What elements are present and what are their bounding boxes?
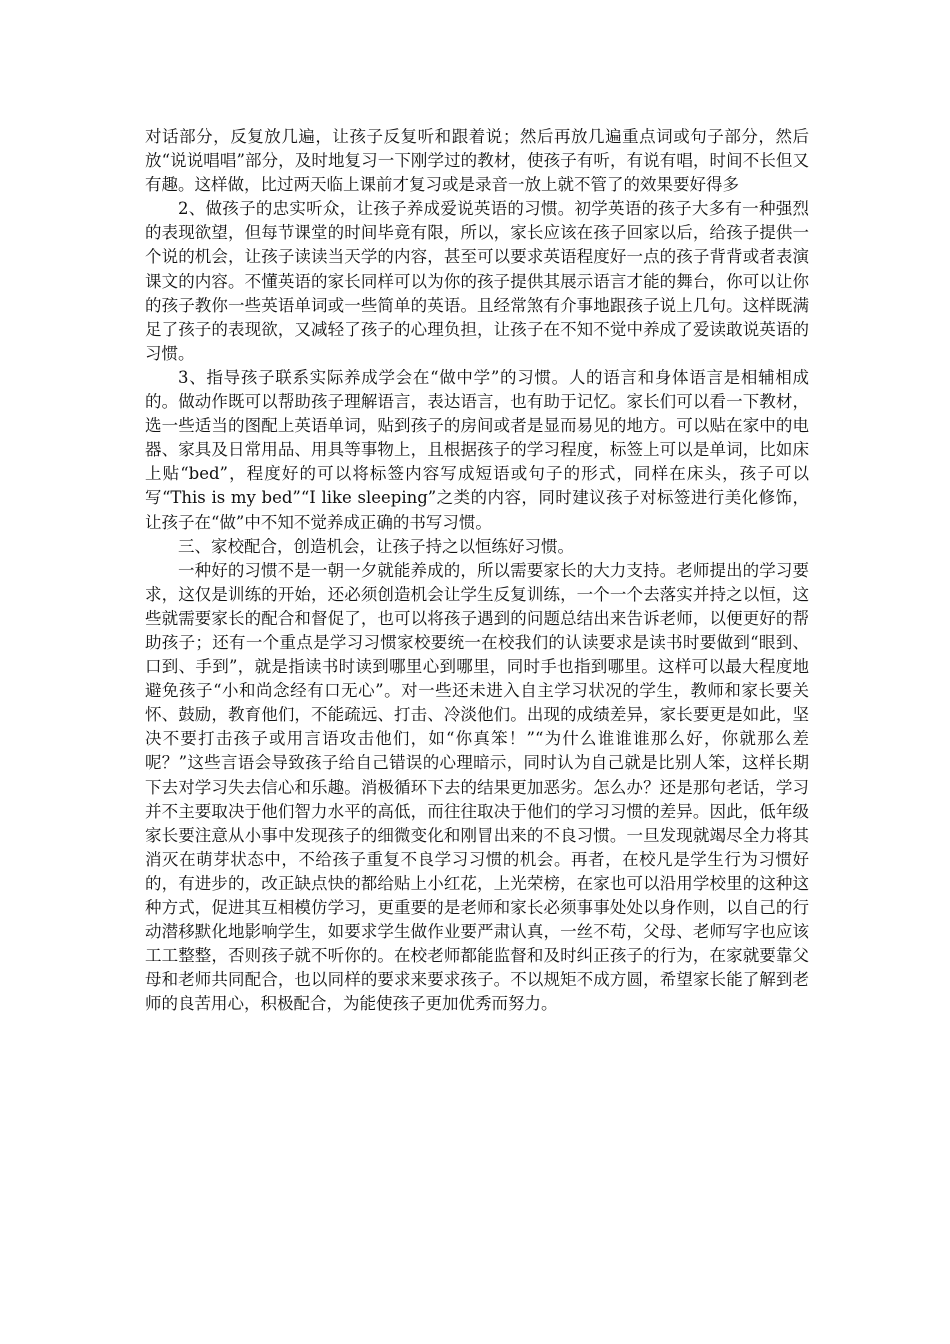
section-heading-3: 三、家校配合，创造机会，让孩子持之以恒练好习惯。 [178, 536, 574, 556]
paragraph-continuation: 对话部分，反复放几遍，让孩子反复听和跟着说；然后再放几遍重点词或句子部分，然后放“说说唱唱”部分，及时地复习一下刚学过的教材，使孩子有听，有说有唱，时间不长但又有趣。这样做，比过两天临上课前才复习或是录音一放上就不管了的效果要好得多 [145, 127, 809, 195]
document-body [145, 125, 809, 1016]
paragraph-point-3: 3、指导孩子联系实际养成学会在“做中学”的习惯。人的语言和身体语言是相辅相成的。做动作既可以帮助孩子理解语言，表达语言，也有助于记忆。家长们可以看一下教材，选一些适当的图配上英语单词，贴到孩子的房间或者是显而易见的地方。可以贴在家中的电器、家具及日常用品、用具等事物上，且根据孩子的学习程度，标签上可以是单词，比如床上贴“bed”，程度好的可以将标签内容写成短语或句子的形式，同样在床头，孩子可以写“This is my bed”“I like sleeping”之类的内容，同时建议孩子对标签进行美化修饰，让孩子在“做”中不知不觉养成正确的书写习惯。 [145, 367, 809, 532]
paragraph-point-2: 2、做孩子的忠实听众，让孩子养成爱说英语的习惯。初学英语的孩子大多有一种强烈的表现欲望，但每节课堂的时间毕竟有限，所以，家长应该在孩子回家以后，给孩子提供一个说的机会，让孩子读读当天学的内容，甚至可以要求英语程度好一点的孩子背背或者表演课文的内容。不懂英语的家长同样可以为你的孩子提供其展示语言才能的舞台，你可以让你的孩子教你一些英语单词或一些简单的英语。且经常煞有介事地跟孩子说上几句。这样既满足了孩子的表现欲，又减轻了孩子的心理负担，让孩子在不知不觉中养成了爱读敢说英语的习惯。 [145, 199, 809, 363]
paragraph-section-3-body: 一种好的习惯不是一朝一夕就能养成的，所以需要家长的大力支持。老师提出的学习要求，这仅是训练的开始，还必须创造机会让学生反复训练，一个一个去落实并持之以恒，这些就需要家长的配合和督促了，也可以将孩子遇到的问题总结出来告诉老师，以便更好的帮助孩子；还有一个重点是学习习惯家校要统一在校我们的认读要求是读书时要做到“眼到、口到、手到”，就是指读书时读到哪里心到哪里，同时手也指到哪里。这样可以最大程度地避免孩子“小和尚念经有口无心”。对一些还未进入自主学习状况的学生，教师和家长要关怀、鼓励，教育他们，不能疏远、打击、冷淡他们。出现的成绩差异，家长要更是如此，坚决不要打击孩子或用言语攻击他们，如“你真笨！”“为什么谁谁谁那么好，你就那么差呢？”这些言语会导致孩子给自己错误的心理暗示，同时认为自己就是比别人笨，这样长期下去对学习失去信心和乐趣。消极循环下去的结果更加恶劣。怎么办？还是那句老话，学习并不主要取决于他们智力水平的高低，而往往取决于他们的学习习惯的差异。因此，低年级家长要注意从小事中发现孩子的细微变化和刚冒出来的不良习惯。一旦发现就竭尽全力将其消灭在萌芽状态中，不给孩子重复不良学习习惯的机会。再者，在校凡是学生行为习惯好的，有进步的，改正缺点快的都给贴上小红花，上光荣榜，在家也可以沿用学校里的这种这种方式，促进其互相模仿学习，更重要的是老师和家长必须事事处处以身作则，以自己的行动潜移默化地影响学生，如要求学生做作业要严肃认真，一丝不苟，父母、老师写字也应该工工整整，否则孩子就不听你的。在校老师都能监督和及时纠正孩子的行为，在家就要靠父母和老师共同配合，也以同样的要求来要求孩子。不以规矩不成方圆，希望家长能了解到老师的良苦用心，积极配合，为能使孩子更加优秀而努力。 [145, 560, 809, 1014]
